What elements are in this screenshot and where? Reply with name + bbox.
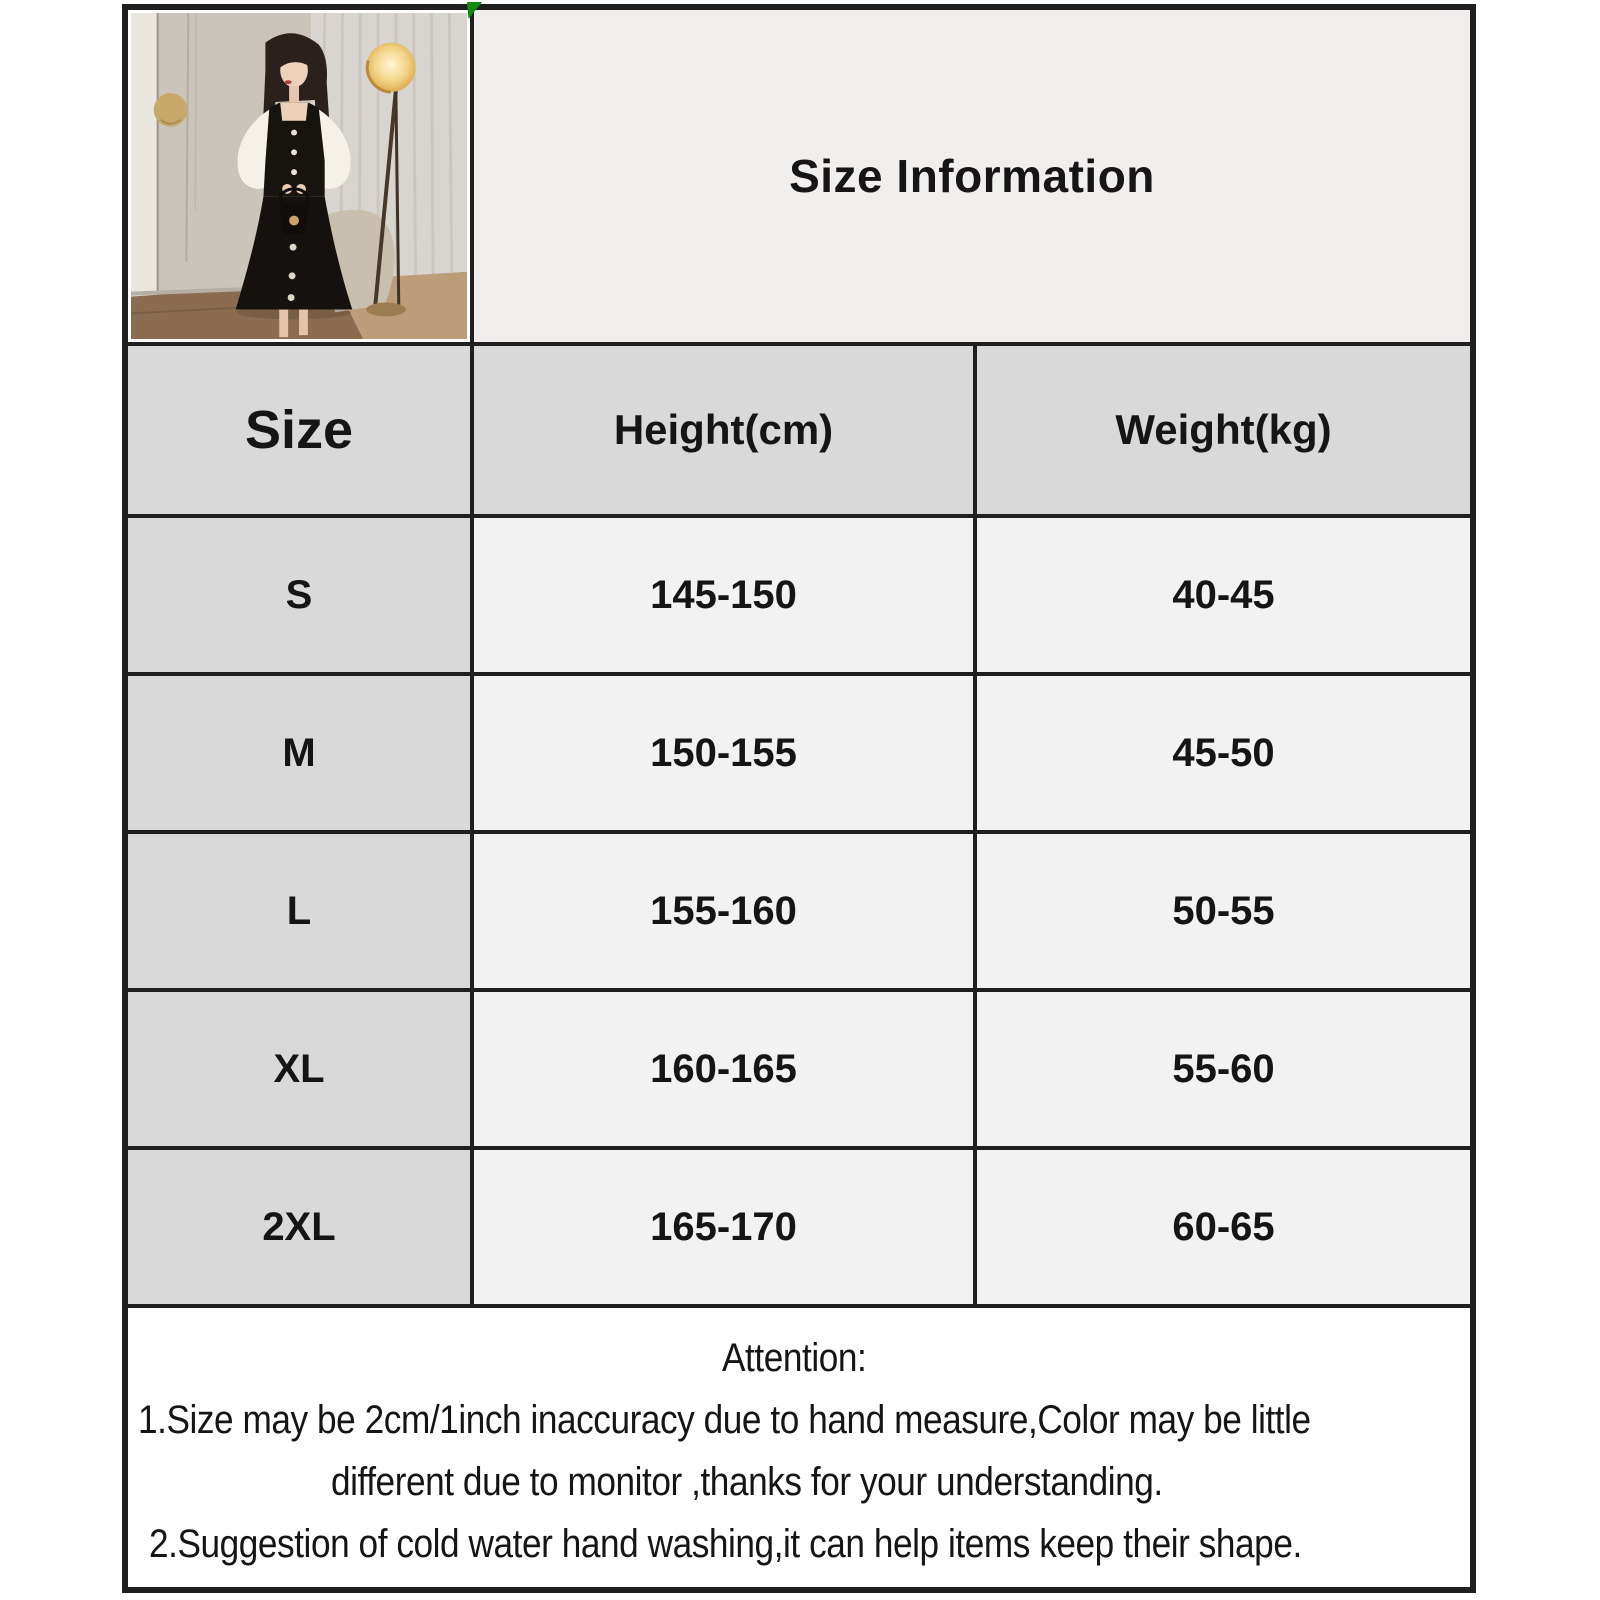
green-corner-marker-icon	[467, 2, 482, 19]
attention-heading: Attention:	[721, 1335, 867, 1380]
weight-cell: 55-60	[975, 990, 1473, 1148]
door-frame	[131, 13, 157, 339]
weight-cell: 45-50	[975, 674, 1473, 832]
page-title: Size Information	[472, 7, 1473, 344]
table-row	[125, 1148, 1473, 1306]
table-row	[125, 516, 1473, 674]
column-header-row	[125, 344, 1473, 516]
product-photo	[131, 13, 467, 339]
column-header-size: Size	[125, 344, 472, 516]
size-table	[122, 4, 1476, 1593]
product-photo-cell	[125, 7, 472, 344]
weight-cell: 50-55	[975, 832, 1473, 990]
attention-line: 1.Size may be 2cm/1inch inaccuracy due to hand measure,Color may be little	[138, 1397, 1311, 1442]
size-cell: M	[125, 674, 472, 832]
wall-sconce	[154, 93, 188, 127]
column-header-height: Height(cm)	[472, 344, 975, 516]
table-row	[125, 674, 1473, 832]
height-cell: 150-155	[472, 674, 975, 832]
table-row	[125, 832, 1473, 990]
size-cell: XL	[125, 990, 472, 1148]
attention-line: different due to monitor ,thanks for your understanding.	[331, 1459, 1164, 1504]
table-row	[125, 990, 1473, 1148]
attention-row	[125, 1306, 1473, 1590]
height-cell: 145-150	[472, 516, 975, 674]
weight-cell: 40-45	[975, 516, 1473, 674]
weight-cell: 60-65	[975, 1148, 1473, 1306]
product-photo-illustration	[131, 13, 467, 339]
height-cell: 155-160	[472, 832, 975, 990]
height-cell: 165-170	[472, 1148, 975, 1306]
attention-note	[125, 1306, 1473, 1590]
size-cell: S	[125, 516, 472, 674]
attention-line: 2.Suggestion of cold water hand washing,it can help items keep their shape.	[149, 1521, 1302, 1566]
size-cell: L	[125, 832, 472, 990]
header-image-row	[125, 7, 1473, 344]
size-cell: 2XL	[125, 1148, 472, 1306]
column-header-weight: Weight(kg)	[975, 344, 1473, 516]
height-cell: 160-165	[472, 990, 975, 1148]
